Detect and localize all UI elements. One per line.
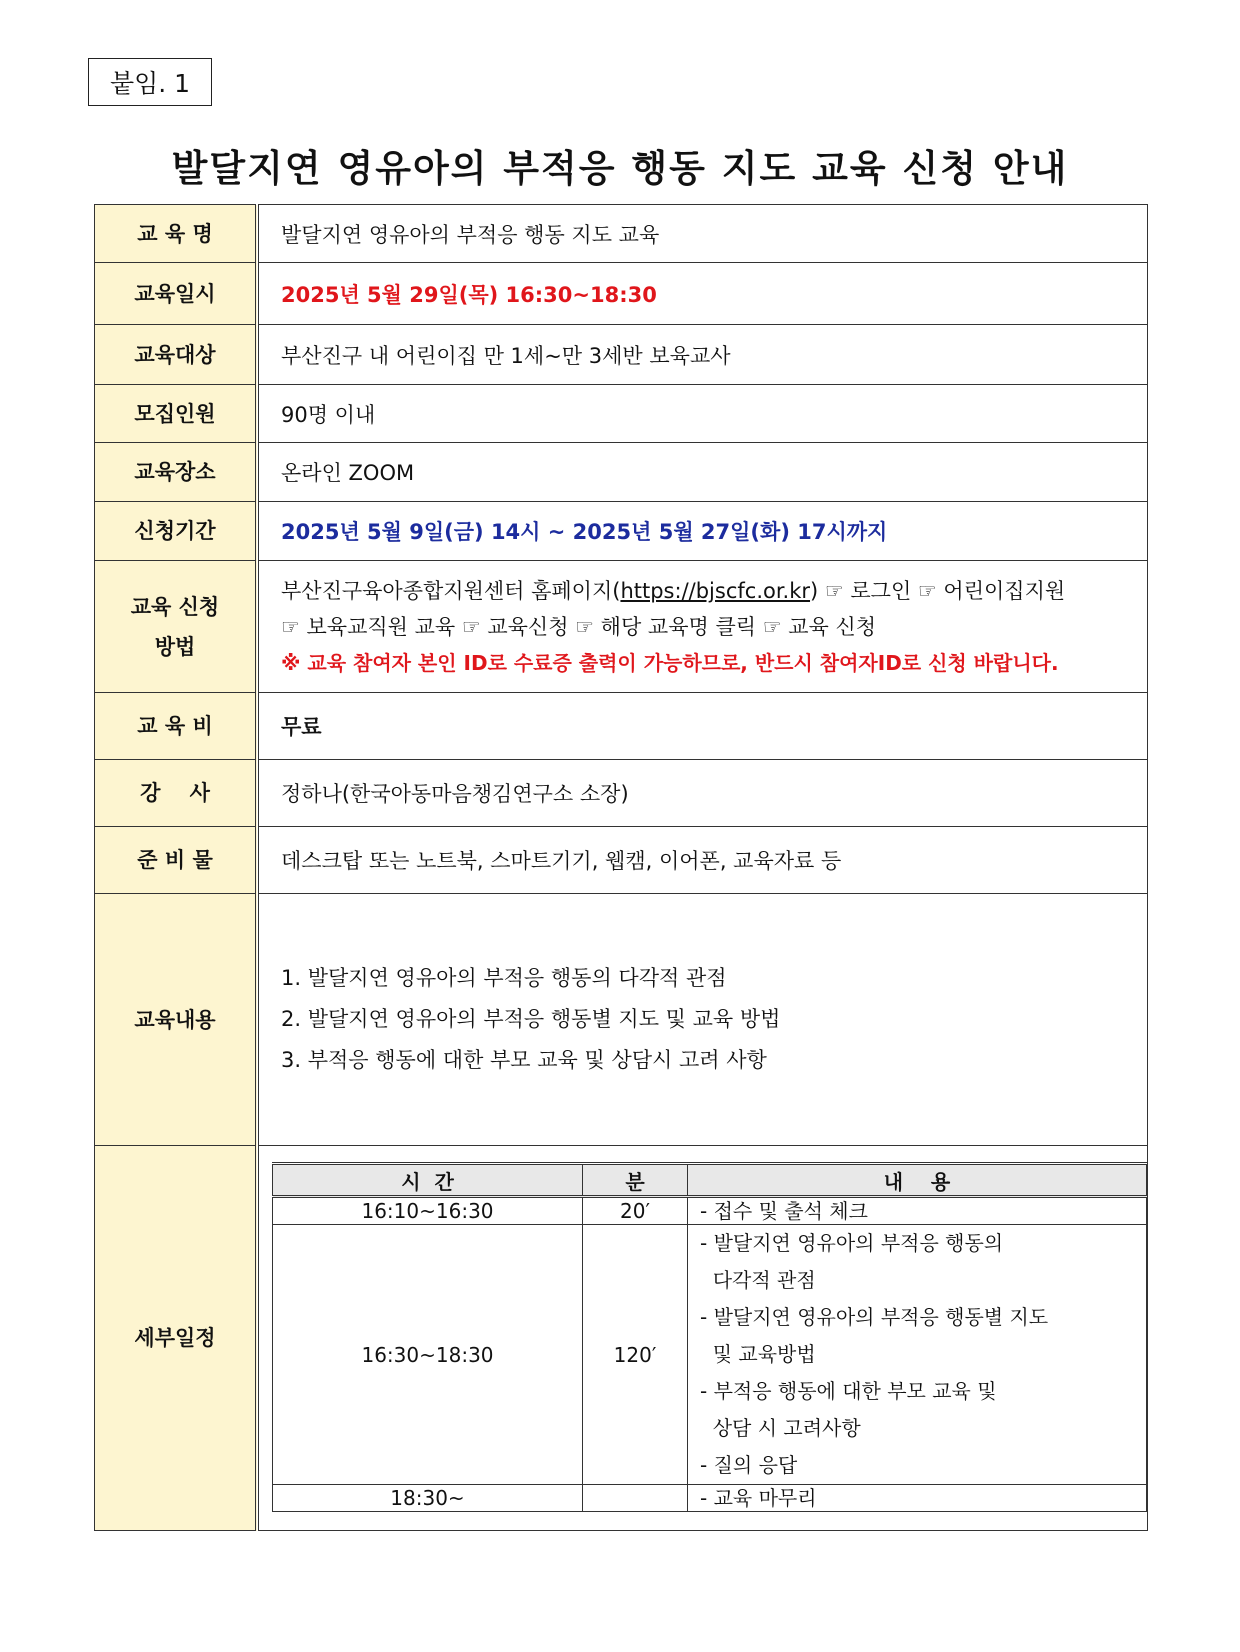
value-target: 부산진구 내 어린이집 만 1세~만 3세반 보육교사 (257, 325, 1148, 385)
value-name: 발달지연 영유아의 부적응 행동 지도 교육 (257, 205, 1148, 263)
label-method (95, 561, 258, 693)
schedule-minutes: 120′ (583, 1225, 688, 1485)
row-instructor (95, 760, 1148, 827)
value-period: 2025년 5월 9일(금) 14시 ~ 2025년 5월 27일(화) 17시까지 (257, 502, 1148, 561)
info-table (94, 204, 1148, 1531)
label-schedule: 세부일정 (95, 1146, 258, 1531)
header-time: 시 간 (273, 1164, 583, 1197)
value-content (257, 894, 1148, 1146)
label-target: 교육대상 (95, 325, 258, 385)
schedule-minutes (583, 1485, 688, 1512)
row-capacity (95, 385, 1148, 443)
content-item: 1. 발달지연 영유아의 부적응 행동의 다각적 관점 (281, 966, 727, 990)
label-method-line1: 교육 신청 (130, 594, 220, 619)
schedule-content: - 접수 및 출석 체크 (688, 1197, 1147, 1225)
schedule-line: 다각적 관점 (700, 1268, 816, 1292)
row-supplies (95, 827, 1148, 894)
schedule-time: 16:10~16:30 (273, 1197, 583, 1225)
value-instructor: 정하나(한국아동마음챙김연구소 소장) (257, 760, 1148, 827)
schedule-line: - 질의 응답 (700, 1453, 798, 1477)
value-schedule (257, 1146, 1148, 1531)
row-place (95, 443, 1148, 502)
label-content: 교육내용 (95, 894, 258, 1146)
method-text-prefix: 부산진구육아종합지원센터 홈페이지( (281, 578, 621, 603)
schedule-row (273, 1197, 1147, 1225)
header-content: 내 용 (688, 1164, 1147, 1197)
content-item: 2. 발달지연 영유아의 부적응 행동별 지도 및 교육 방법 (281, 1007, 781, 1031)
schedule-line: 및 교육방법 (700, 1342, 816, 1366)
header-minutes: 분 (583, 1164, 688, 1197)
schedule-minutes: 20′ (583, 1197, 688, 1225)
row-target (95, 325, 1148, 385)
label-fee: 교 육 비 (95, 693, 258, 760)
label-period: 신청기간 (95, 502, 258, 561)
schedule-line: - 부적응 행동에 대한 부모 교육 및 (700, 1379, 997, 1403)
label-capacity: 모집인원 (95, 385, 258, 443)
attachment-label: 붙임. 1 (88, 58, 212, 106)
value-supplies: 데스크탑 또는 노트북, 스마트기기, 웹캠, 이어폰, 교육자료 등 (257, 827, 1148, 894)
row-name (95, 205, 1148, 263)
label-place: 교육장소 (95, 443, 258, 502)
method-line2: ☞ 보육교직원 교육 ☞ 교육신청 ☞ 해당 교육명 클릭 ☞ 교육 신청 (281, 614, 877, 639)
schedule-line: - 발달지연 영유아의 부적응 행동별 지도 (700, 1305, 1049, 1329)
value-fee: 무료 (257, 693, 1148, 760)
schedule-row (273, 1225, 1147, 1485)
schedule-time: 16:30~18:30 (273, 1225, 583, 1485)
schedule-content (688, 1225, 1147, 1485)
value-capacity: 90명 이내 (257, 385, 1148, 443)
schedule-table (272, 1162, 1147, 1512)
method-note: ※ 교육 참여자 본인 ID로 수료증 출력이 가능하므로, 반드시 참여자ID로 신청 바랍니다. (281, 650, 1059, 675)
schedule-time: 18:30~ (273, 1485, 583, 1512)
homepage-link[interactable]: https://bjscfc.or.kr (620, 578, 811, 603)
page-title: 발달지연 영유아의 부적응 행동 지도 교육 신청 안내 (171, 147, 1069, 190)
row-method (95, 561, 1148, 693)
value-date: 2025년 5월 29일(목) 16:30~18:30 (257, 263, 1148, 325)
schedule-header (273, 1164, 1147, 1197)
schedule-line: - 발달지연 영유아의 부적응 행동의 (700, 1231, 1004, 1255)
row-schedule (95, 1146, 1148, 1531)
schedule-line: 상담 시 고려사항 (700, 1416, 861, 1440)
schedule-row (273, 1485, 1147, 1512)
row-fee (95, 693, 1148, 760)
value-place: 온라인 ZOOM (257, 443, 1148, 502)
label-name: 교 육 명 (95, 205, 258, 263)
label-method-line2: 방법 (154, 634, 196, 659)
value-method (257, 561, 1148, 693)
schedule-content: - 교육 마무리 (688, 1485, 1147, 1512)
label-supplies: 준 비 물 (95, 827, 258, 894)
content-item: 3. 부적응 행동에 대한 부모 교육 및 상담시 고려 사항 (281, 1048, 767, 1072)
label-instructor: 강 사 (95, 760, 258, 827)
row-date (95, 263, 1148, 325)
row-content (95, 894, 1148, 1146)
label-date: 교육일시 (95, 263, 258, 325)
method-text-suffix: ) ☞ 로그인 ☞ 어린이집지원 (810, 578, 1066, 603)
row-period (95, 502, 1148, 561)
method-line1 (281, 573, 1139, 609)
